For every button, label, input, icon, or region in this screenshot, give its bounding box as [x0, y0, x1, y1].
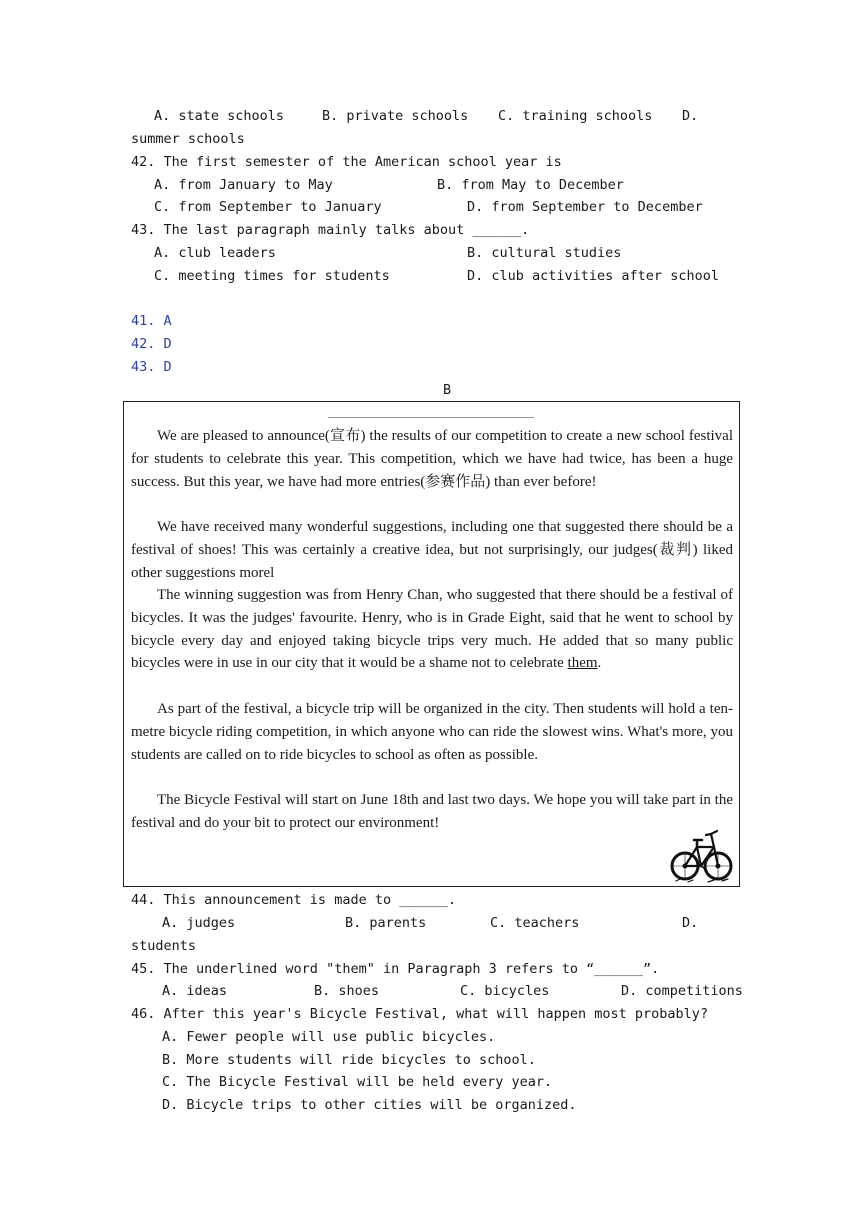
q42-option-a: A. from January to May — [154, 177, 333, 193]
q45-option-c: C. bicycles — [460, 983, 550, 999]
q44-option-c: C. teachers — [490, 915, 580, 931]
passage-paragraph-2: We have received many wonderful suggestions, including one that suggested there should be a festival of shoes! This was certainly a creative idea, but not surprisingly, our judges(裁判) liked other suggestions morel — [131, 519, 733, 581]
passage-paragraph-5: The Bicycle Festival will start on June 18th and last two days. We hope you will take part in the festival and do your bit to protect our environment! — [131, 792, 733, 831]
q43-stem: 43. The last paragraph mainly talks about ______. — [131, 222, 530, 238]
q44-option-d: D. — [682, 915, 699, 931]
passage-box — [123, 401, 740, 887]
q44-option-b: B. parents — [345, 915, 427, 931]
q44-option-d-text: students — [131, 938, 197, 954]
q41-option-d: D. — [682, 108, 699, 124]
q42-stem: 42. The first semester of the American school year is — [131, 154, 562, 170]
q45-option-a: A. ideas — [162, 983, 228, 999]
q46-option-a: A. Fewer people will use public bicycles. — [162, 1029, 496, 1045]
bicycle-icon — [670, 822, 734, 884]
paragraph-3-end: . — [597, 655, 602, 672]
q45-option-d: D. competitions — [621, 983, 743, 999]
q42-option-b: B. from May to December — [437, 177, 624, 193]
q42-option-d: D. from September to December — [467, 199, 703, 215]
q45-stem: 45. The underlined word "them" in Paragraph 3 refers to “______”. — [131, 961, 660, 977]
passage-paragraph-1: We are pleased to announce(宣布) the results of our competition to create a new school festival for students to celebrate this year. This competition, which we have had twice, has been a huge success. But this year, we have had more entries(参赛作品) than ever before! — [131, 428, 733, 490]
q46-option-b: B. More students will ride bicycles to school. — [162, 1052, 536, 1068]
q46-stem: 46. After this year's Bicycle Festival, what will happen most probably? — [131, 1006, 709, 1022]
q43-option-a: A. club leaders — [154, 245, 276, 261]
passage-paragraph-3 — [131, 584, 733, 675]
q46-option-c: C. The Bicycle Festival will be held every year. — [162, 1074, 553, 1090]
q43-option-b: B. cultural studies — [467, 245, 622, 261]
q41-option-c: C. training schools — [498, 108, 653, 124]
q41-option-d-text: summer schools — [131, 131, 245, 147]
q44-stem: 44. This announcement is made to ______. — [131, 892, 457, 908]
passage-paragraph-4: As part of the festival, a bicycle trip will be organized in the city. Then students will hold a ten-metre bicycle riding competition, in which anyone who can ride the slowest wins. What's more, you students are called on to ride bicycles to school as often as possible. — [131, 701, 733, 763]
q45-option-b: B. shoes — [314, 983, 380, 999]
paragraph-3-text: The winning suggestion was from Henry Chan, who suggested that there should be a festival of bicycles. It was the judges' favourite. Henry, who is in Grade Eight, said that he went to school by bicycle every day and enjoyed taking bicycle trips very much. He added that so many public bicycles were in use in our city that it would be a shame not to celebrate — [131, 587, 733, 672]
q42-option-c: C. from September to January — [154, 199, 382, 215]
section-label: B — [443, 382, 452, 398]
q43-option-d: D. club activities after school — [467, 268, 719, 284]
answer-43: 43. D — [131, 359, 172, 375]
decorative-rule — [328, 417, 534, 418]
answer-42: 42. D — [131, 336, 172, 352]
q41-option-a: A. state schools — [154, 108, 285, 124]
q46-option-d: D. Bicycle trips to other cities will be organized. — [162, 1097, 577, 1113]
q44-option-a: A. judges — [162, 915, 236, 931]
q43-option-c: C. meeting times for students — [154, 268, 390, 284]
q41-option-b: B. private schools — [322, 108, 469, 124]
underlined-word-them: them — [567, 655, 598, 672]
answer-41: 41. A — [131, 313, 172, 329]
